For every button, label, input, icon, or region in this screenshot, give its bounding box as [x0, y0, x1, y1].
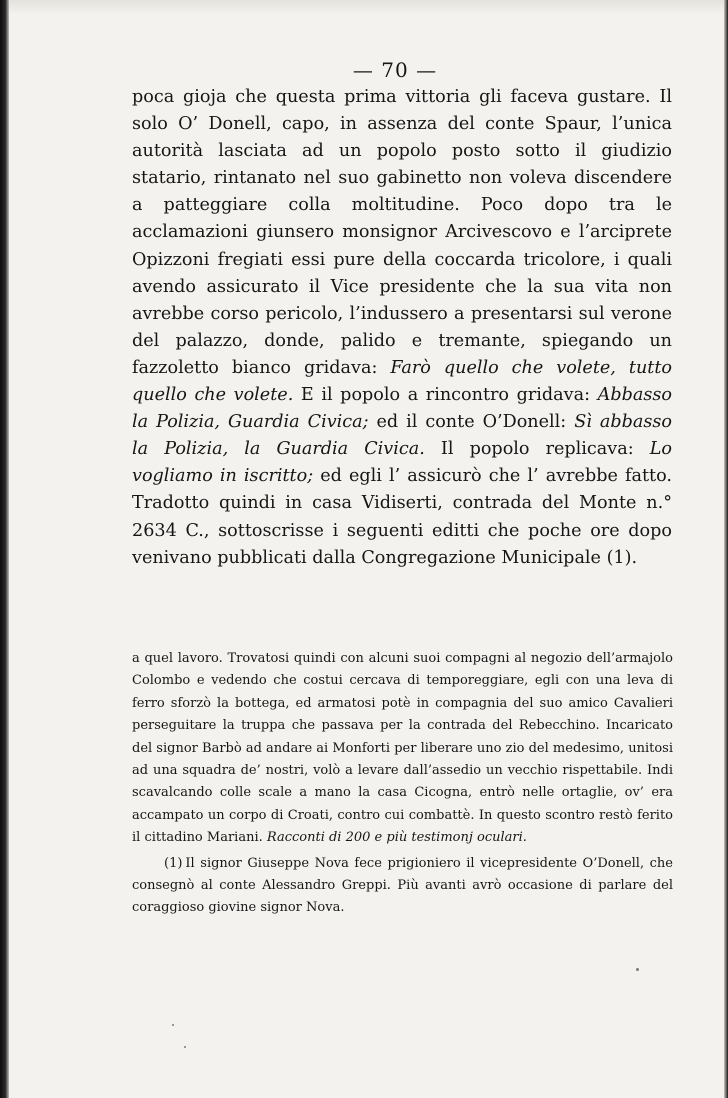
page-right-edge: [724, 0, 728, 1098]
main-text-part-4: Il popolo replicava:: [424, 439, 650, 460]
quote-si-abbasso: Sì abbasso la Polizia, la Guardia Civica.: [132, 412, 672, 460]
footnote-continuation-text: a quel lavoro. Trovatosi quindi con alcuni suoi compagni al negozio dell’armajolo Colombo e vedendo che costui cercava di temporeggiare, egli con una leva di ferro sforzò la bottega, ed armatosi potè in compagnia del suo amico Cavalieri perseguitare la truppa che passava per la contrada del Rebecchino. Incaricato del signor Barbò ad andare ai Monforti per liberare uno zio del medesimo, unitosi ad una squadra de’ nostri, volò a levare dall’assedio un vecchio rispettabile. Indi scavalcando colle scale a mano la casa Cicogna, entrò nelle ortaglie, ov’ era accampato un corpo di Croati, contro cui combattè. In questo scontro restò ferito il cittadino Mariani.: [132, 651, 673, 846]
page-number: — 70 —: [352, 58, 438, 82]
footnote-continuation: [132, 648, 673, 850]
footnote-1: [132, 853, 673, 920]
quote-lo-vogliamo: Lo vogliamo in iscritto;: [132, 439, 672, 487]
scan-speck: [172, 1024, 174, 1026]
main-text-part-2: E il popolo a rincontro gridava:: [293, 385, 598, 406]
scan-speck: [636, 968, 639, 971]
page-top-shadow: [0, 0, 728, 14]
footnotes-section: [132, 648, 673, 920]
footnote-1-text: Il signor Giuseppe Nova fece prigioniero il vicepresidente O’Donell, che consegnò al conte Alessandro Greppi. Più avanti avrò occasione di parlare del coraggioso giovine signor Nova.: [132, 855, 673, 916]
footnote-1-marker: (1): [164, 855, 183, 871]
main-text-part-1: poca gioja che questa prima vittoria gli faceva gustare. Il solo O’ Donell, capo, in assenza del conte Spaur, l’unica autorità lasciata ad un popolo posto sotto il giudizio statario, rintanato nel suo gabinetto non voleva discendere a patteggiare colla moltitudine. Poco dopo tra le acclamazioni giunsero monsignor Arcivescovo e l’arciprete Opizzoni fregiati essi pure della coccarda tricolore, i quali avendo assicurato il Vice presidente che la sua vita non avrebbe corso pericolo, l’indussero a presentarsi sul verone del palazzo, donde, palido e tremante, spiegando un fazzoletto bianco gridava:: [132, 87, 672, 378]
footnote-continuation-source: Racconti di 200 e più testimonj oculari.: [266, 830, 527, 846]
quote-faro-quello: Farò quello che volete, tutto quello che volete.: [132, 357, 673, 406]
main-paragraph: [132, 84, 672, 572]
main-text-part-3: ed il conte O’Donell:: [368, 412, 575, 433]
main-body-text: [132, 84, 672, 572]
scan-speck: [184, 1046, 186, 1048]
footnote-reference-1: (1).: [606, 547, 638, 568]
main-text-part-5: ed egli l’ assicurò che l’ avrebbe fatto. Tradotto quindi in casa Vidiserti, contrada del Monte n.° 2634 C., sottoscrisse i seguenti editti che poche ore dopo venivano pubblicati dalla Congregazione Municipale: [132, 466, 672, 568]
quote-abbasso-polizia: Abbasso la Polizia, Guardia Civica;: [132, 385, 672, 433]
page-left-binding-edge: [0, 0, 9, 1098]
